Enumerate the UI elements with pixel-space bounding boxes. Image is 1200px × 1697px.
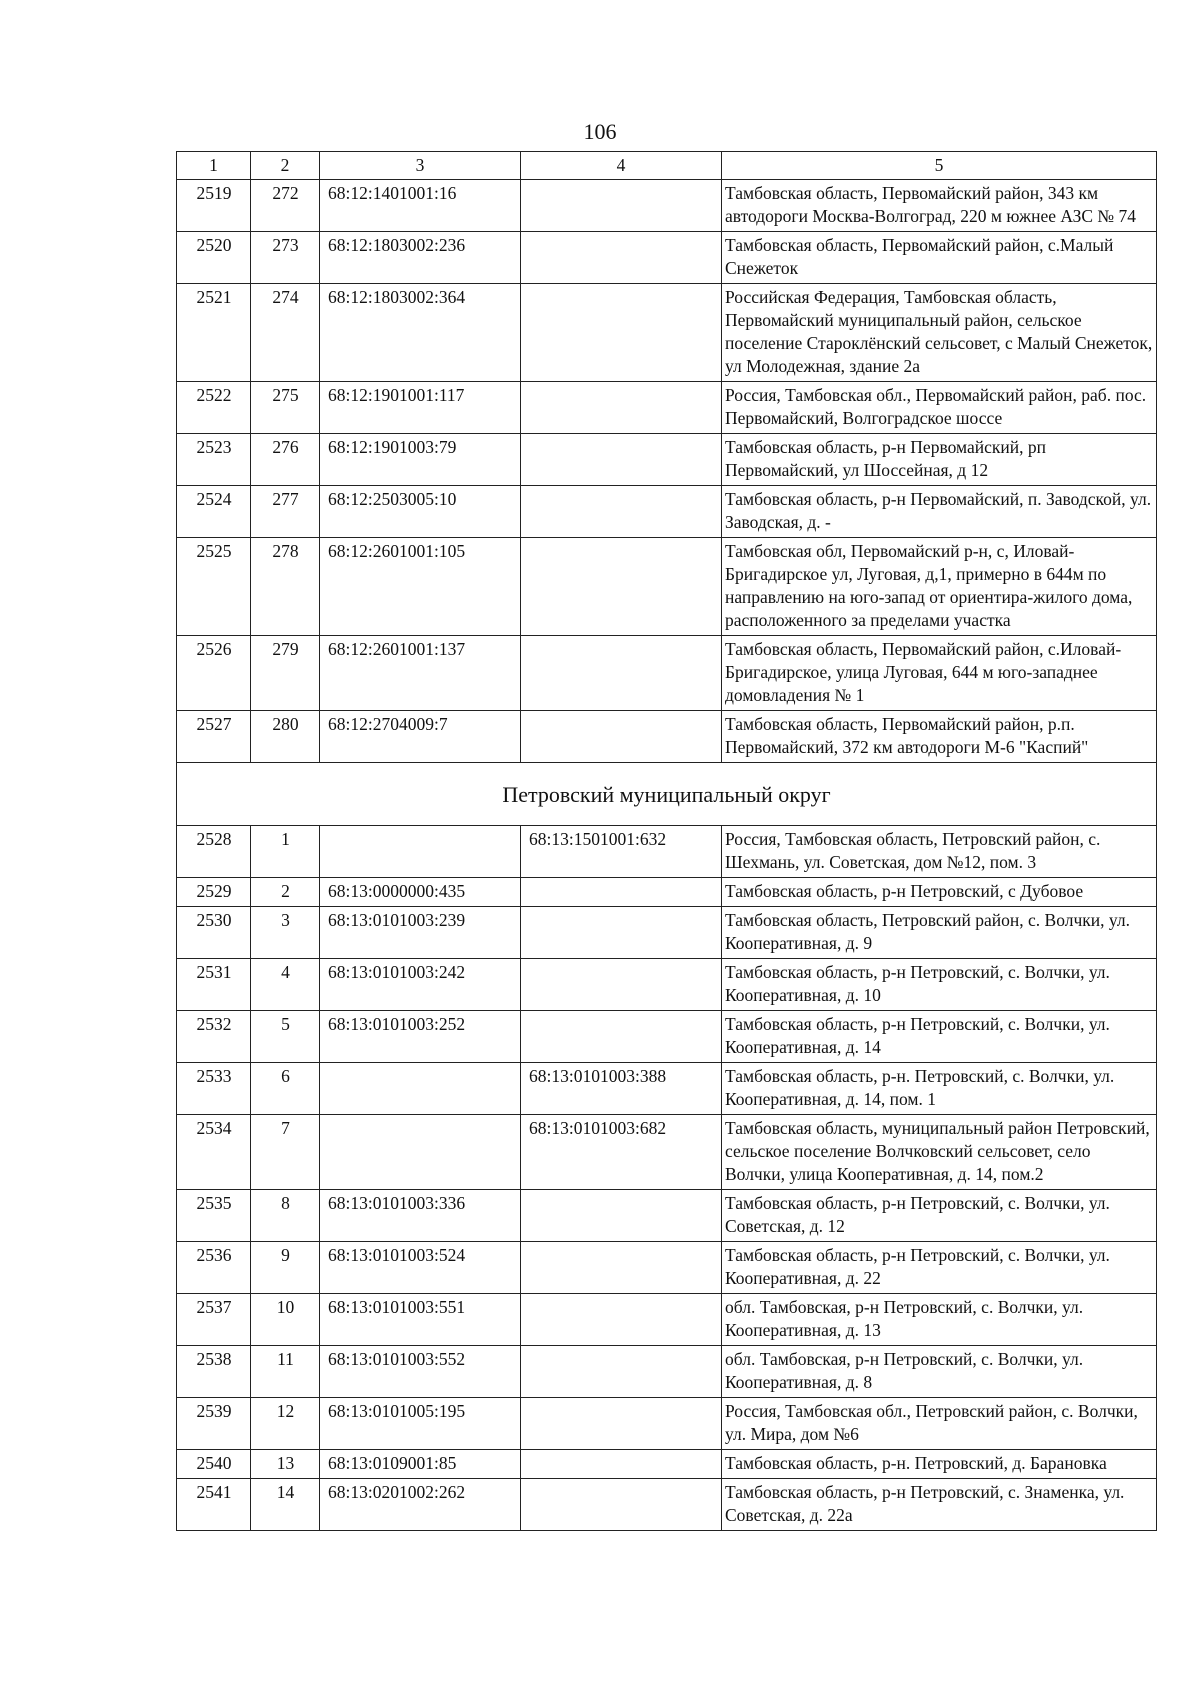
header-col-3: 3 bbox=[320, 152, 521, 180]
row-number-cell: 2536 bbox=[177, 1242, 251, 1294]
pervomaisky-group bbox=[177, 180, 1157, 763]
row-number-cell: 2526 bbox=[177, 636, 251, 711]
table-row bbox=[177, 1294, 1157, 1346]
cadastral-number-cell: 68:12:1803002:236 bbox=[320, 232, 521, 284]
cadastral-number-cell: 68:13:0101003:551 bbox=[320, 1294, 521, 1346]
row-number-cell: 2534 bbox=[177, 1115, 251, 1190]
cadastral-number-cell: 68:13:0101005:195 bbox=[320, 1398, 521, 1450]
cadastral-number-cell: 68:13:0101003:252 bbox=[320, 1011, 521, 1063]
cadastral-number-cell: 68:13:0101003:242 bbox=[320, 959, 521, 1011]
row-index-cell: 276 bbox=[251, 434, 320, 486]
table-row bbox=[177, 1242, 1157, 1294]
row-index-cell: 6 bbox=[251, 1063, 320, 1115]
row-index-cell: 277 bbox=[251, 486, 320, 538]
row-index-cell: 10 bbox=[251, 1294, 320, 1346]
cadastral-number-alt-cell: 68:13:1501001:632 bbox=[521, 826, 722, 878]
table-row bbox=[177, 1346, 1157, 1398]
row-index-cell: 13 bbox=[251, 1450, 320, 1479]
cadastral-number-alt-cell bbox=[521, 1294, 722, 1346]
address-cell: Тамбовская область, р-н Петровский, с. Волчки, ул. Кооперативная, д. 10 bbox=[722, 959, 1157, 1011]
row-number-cell: 2540 bbox=[177, 1450, 251, 1479]
row-index-cell: 273 bbox=[251, 232, 320, 284]
address-cell: Тамбовская область, р-н Первомайский, п. Заводской, ул. Заводская, д. - bbox=[722, 486, 1157, 538]
cadastral-number-alt-cell bbox=[521, 1450, 722, 1479]
table-row bbox=[177, 878, 1157, 907]
row-number-cell: 2519 bbox=[177, 180, 251, 232]
table-row bbox=[177, 907, 1157, 959]
row-index-cell: 275 bbox=[251, 382, 320, 434]
row-number-cell: 2521 bbox=[177, 284, 251, 382]
row-number-cell: 2533 bbox=[177, 1063, 251, 1115]
row-number-cell: 2537 bbox=[177, 1294, 251, 1346]
table-row bbox=[177, 959, 1157, 1011]
cadastral-number-cell: 68:13:0201002:262 bbox=[320, 1479, 521, 1531]
row-number-cell: 2528 bbox=[177, 826, 251, 878]
cadastral-number-alt-cell bbox=[521, 878, 722, 907]
cadastral-number-cell: 68:13:0000000:435 bbox=[320, 878, 521, 907]
cadastral-number-alt-cell bbox=[521, 434, 722, 486]
section-row bbox=[177, 763, 1157, 826]
address-cell: Тамбовская область, Первомайский район, 343 км автодороги Москва-Волгоград, 220 м южнее АЗС № 74 bbox=[722, 180, 1157, 232]
header-row bbox=[177, 152, 1157, 180]
cadastral-number-cell: 68:13:0101003:239 bbox=[320, 907, 521, 959]
address-cell: Тамбовская обл, Первомайский р-н, с, Иловай-Бригадирское ул, Луговая, д,1, примерно в 644м по направлению на юго-запад от ориентира-жилого дома, расположенного за пределами участка bbox=[722, 538, 1157, 636]
row-number-cell: 2529 bbox=[177, 878, 251, 907]
cadastral-number-cell: 68:12:1803002:364 bbox=[320, 284, 521, 382]
table-row bbox=[177, 1063, 1157, 1115]
row-index-cell: 3 bbox=[251, 907, 320, 959]
row-index-cell: 12 bbox=[251, 1398, 320, 1450]
row-index-cell: 5 bbox=[251, 1011, 320, 1063]
address-cell: Тамбовская область, р-н. Петровский, д. Барановка bbox=[722, 1450, 1157, 1479]
address-cell: Россия, Тамбовская обл., Петровский район, с. Волчки, ул. Мира, дом №6 bbox=[722, 1398, 1157, 1450]
address-cell: Тамбовская область, р-н Петровский, с. Волчки, ул. Кооперативная, д. 14 bbox=[722, 1011, 1157, 1063]
address-cell: обл. Тамбовская, р-н Петровский, с. Волчки, ул. Кооперативная, д. 13 bbox=[722, 1294, 1157, 1346]
address-cell: Тамбовская область, р-н Первомайский, рп Первомайский, ул Шоссейная, д 12 bbox=[722, 434, 1157, 486]
table-row bbox=[177, 1398, 1157, 1450]
cadastral-number-alt-cell: 68:13:0101003:682 bbox=[521, 1115, 722, 1190]
table-row bbox=[177, 232, 1157, 284]
row-number-cell: 2541 bbox=[177, 1479, 251, 1531]
cadastral-number-cell: 68:13:0109001:85 bbox=[320, 1450, 521, 1479]
cadastral-number-alt-cell bbox=[521, 907, 722, 959]
page-number: 106 bbox=[583, 119, 617, 144]
row-number-cell: 2532 bbox=[177, 1011, 251, 1063]
table-row bbox=[177, 1115, 1157, 1190]
cadastral-number-alt-cell: 68:13:0101003:388 bbox=[521, 1063, 722, 1115]
address-cell: Тамбовская область, Первомайский район, р.п. Первомайский, 372 км автодороги М-6 "Каспий" bbox=[722, 711, 1157, 763]
cadastral-number-alt-cell bbox=[521, 711, 722, 763]
row-index-cell: 278 bbox=[251, 538, 320, 636]
cadastral-number-cell bbox=[320, 1063, 521, 1115]
row-index-cell: 2 bbox=[251, 878, 320, 907]
row-index-cell: 280 bbox=[251, 711, 320, 763]
cadastral-number-cell: 68:13:0101003:336 bbox=[320, 1190, 521, 1242]
row-number-cell: 2520 bbox=[177, 232, 251, 284]
cadastral-number-alt-cell bbox=[521, 486, 722, 538]
row-number-cell: 2535 bbox=[177, 1190, 251, 1242]
cadastral-number-alt-cell bbox=[521, 180, 722, 232]
address-cell: Россия, Тамбовская обл., Первомайский район, раб. пос. Первомайский, Волгоградское шоссе bbox=[722, 382, 1157, 434]
row-number-cell: 2523 bbox=[177, 434, 251, 486]
row-index-cell: 279 bbox=[251, 636, 320, 711]
header-col-4: 4 bbox=[521, 152, 722, 180]
row-index-cell: 272 bbox=[251, 180, 320, 232]
row-index-cell: 4 bbox=[251, 959, 320, 1011]
registry-table bbox=[176, 151, 1157, 1531]
table-row bbox=[177, 382, 1157, 434]
cadastral-number-cell: 68:12:1401001:16 bbox=[320, 180, 521, 232]
table-row bbox=[177, 636, 1157, 711]
cadastral-number-cell: 68:12:1901001:117 bbox=[320, 382, 521, 434]
cadastral-number-alt-cell bbox=[521, 636, 722, 711]
address-cell: Тамбовская область, р-н Петровский, с. Волчки, ул. Советская, д. 12 bbox=[722, 1190, 1157, 1242]
table-row bbox=[177, 180, 1157, 232]
row-number-cell: 2525 bbox=[177, 538, 251, 636]
address-cell: Тамбовская область, Петровский район, с. Волчки, ул. Кооперативная, д. 9 bbox=[722, 907, 1157, 959]
row-number-cell: 2531 bbox=[177, 959, 251, 1011]
row-index-cell: 7 bbox=[251, 1115, 320, 1190]
cadastral-number-alt-cell bbox=[521, 1011, 722, 1063]
petrovsky-group bbox=[177, 826, 1157, 1531]
address-cell: Тамбовская область, Первомайский район, с.Малый Снежеток bbox=[722, 232, 1157, 284]
row-index-cell: 274 bbox=[251, 284, 320, 382]
address-cell: Тамбовская область, р-н Петровский, с. Знаменка, ул. Советская, д. 22а bbox=[722, 1479, 1157, 1531]
address-cell: Тамбовская область, Первомайский район, с.Иловай-Бригадирское, улица Луговая, 644 м юго-западнее домовладения № 1 bbox=[722, 636, 1157, 711]
address-cell: Россия, Тамбовская область, Петровский район, с. Шехмань, ул. Советская, дом №12, пом. 3 bbox=[722, 826, 1157, 878]
cadastral-number-alt-cell bbox=[521, 1242, 722, 1294]
table-row bbox=[177, 711, 1157, 763]
row-number-cell: 2539 bbox=[177, 1398, 251, 1450]
section-title: Петровский муниципальный округ bbox=[177, 763, 1157, 826]
section-header bbox=[177, 763, 1157, 826]
address-cell: Тамбовская область, р-н Петровский, с. Волчки, ул. Кооперативная, д. 22 bbox=[722, 1242, 1157, 1294]
cadastral-number-alt-cell bbox=[521, 284, 722, 382]
cadastral-number-alt-cell bbox=[521, 1346, 722, 1398]
header-col-2: 2 bbox=[251, 152, 320, 180]
address-cell: обл. Тамбовская, р-н Петровский, с. Волчки, ул. Кооперативная, д. 8 bbox=[722, 1346, 1157, 1398]
cadastral-number-alt-cell bbox=[521, 382, 722, 434]
cadastral-number-alt-cell bbox=[521, 538, 722, 636]
cadastral-number-cell: 68:13:0101003:552 bbox=[320, 1346, 521, 1398]
table-row bbox=[177, 486, 1157, 538]
table-row bbox=[177, 826, 1157, 878]
cadastral-number-alt-cell bbox=[521, 959, 722, 1011]
table-row bbox=[177, 1479, 1157, 1531]
row-number-cell: 2524 bbox=[177, 486, 251, 538]
cadastral-number-cell: 68:12:2704009:7 bbox=[320, 711, 521, 763]
table-row bbox=[177, 1450, 1157, 1479]
cadastral-number-alt-cell bbox=[521, 232, 722, 284]
row-index-cell: 9 bbox=[251, 1242, 320, 1294]
row-number-cell: 2527 bbox=[177, 711, 251, 763]
cadastral-number-cell bbox=[320, 1115, 521, 1190]
row-index-cell: 1 bbox=[251, 826, 320, 878]
table-row bbox=[177, 1190, 1157, 1242]
row-number-cell: 2530 bbox=[177, 907, 251, 959]
address-cell: Тамбовская область, р-н Петровский, с Дубовое bbox=[722, 878, 1157, 907]
address-cell: Российская Федерация, Тамбовская область, Первомайский муниципальный район, сельское поселение Староклёнский сельсовет, с Малый Снежеток, ул Молодежная, здание 2а bbox=[722, 284, 1157, 382]
header-col-1: 1 bbox=[177, 152, 251, 180]
table-row bbox=[177, 1011, 1157, 1063]
cadastral-number-cell: 68:13:0101003:524 bbox=[320, 1242, 521, 1294]
address-cell: Тамбовская область, р-н. Петровский, с. Волчки, ул. Кооперативная, д. 14, пом. 1 bbox=[722, 1063, 1157, 1115]
row-index-cell: 11 bbox=[251, 1346, 320, 1398]
cadastral-number-cell: 68:12:2601001:105 bbox=[320, 538, 521, 636]
row-number-cell: 2538 bbox=[177, 1346, 251, 1398]
table-row bbox=[177, 538, 1157, 636]
header-col-5: 5 bbox=[722, 152, 1157, 180]
table-row bbox=[177, 434, 1157, 486]
cadastral-number-cell: 68:12:2503005:10 bbox=[320, 486, 521, 538]
cadastral-number-alt-cell bbox=[521, 1398, 722, 1450]
row-index-cell: 8 bbox=[251, 1190, 320, 1242]
row-number-cell: 2522 bbox=[177, 382, 251, 434]
address-cell: Тамбовская область, муниципальный район Петровский, сельское поселение Волчковский сельсовет, село Волчки, улица Кооперативная, д. 14, пом.2 bbox=[722, 1115, 1157, 1190]
cadastral-number-cell: 68:12:2601001:137 bbox=[320, 636, 521, 711]
cadastral-number-cell: 68:12:1901003:79 bbox=[320, 434, 521, 486]
table-row bbox=[177, 284, 1157, 382]
table-header bbox=[177, 152, 1157, 180]
cadastral-number-alt-cell bbox=[521, 1190, 722, 1242]
cadastral-number-cell bbox=[320, 826, 521, 878]
row-index-cell: 14 bbox=[251, 1479, 320, 1531]
cadastral-number-alt-cell bbox=[521, 1479, 722, 1531]
